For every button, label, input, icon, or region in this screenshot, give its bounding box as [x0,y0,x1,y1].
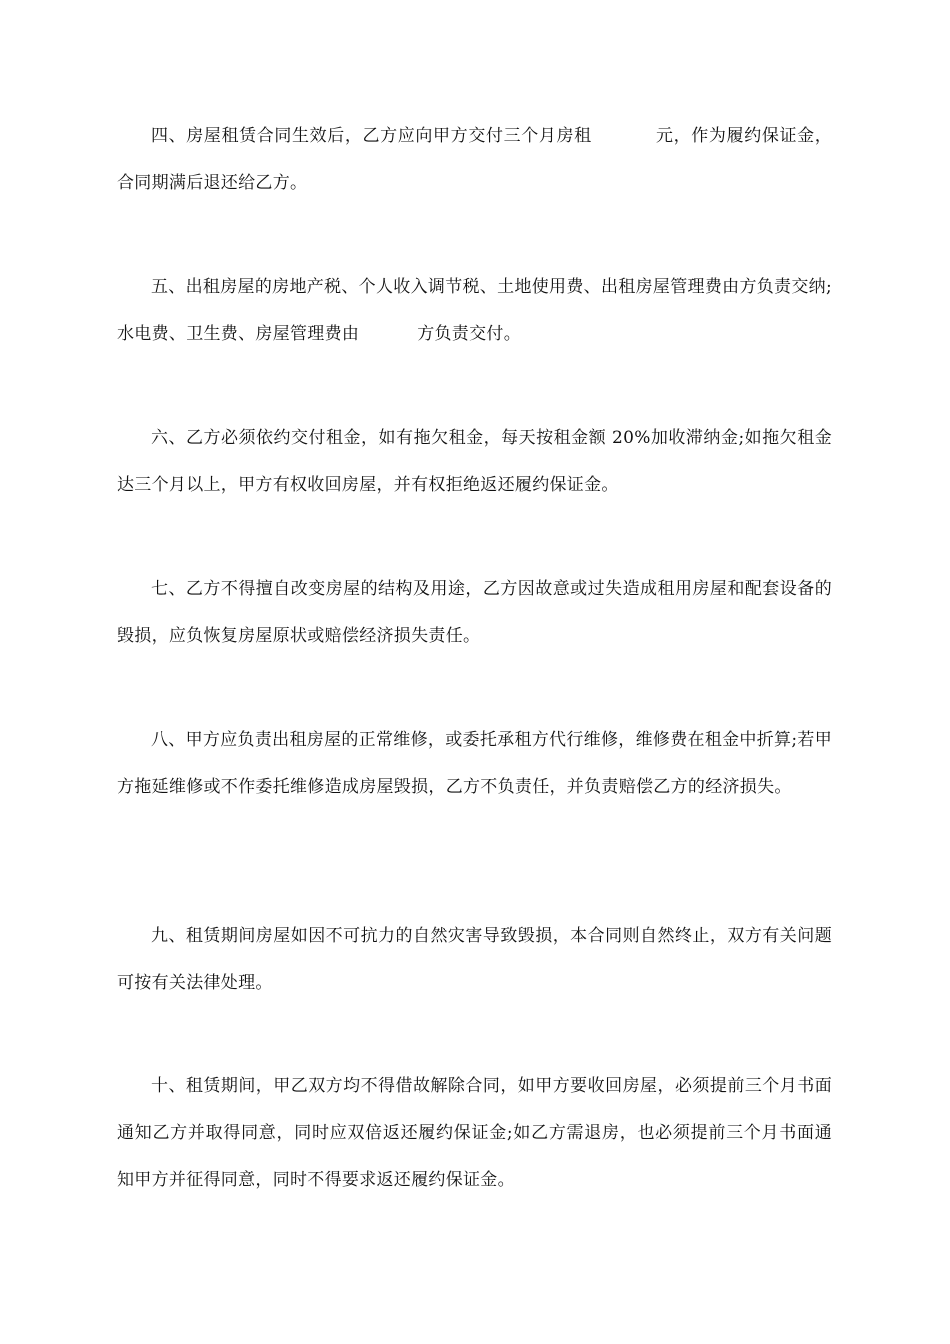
clause-four [117,113,832,207]
clause-four-text-before-blank: 四、房屋租赁合同生效后，乙方应向甲方交付三个月房租 [151,126,592,146]
clause-five-text-after-blank: 方负责交付。 [417,324,522,344]
clause-five-text-before-blank: 五、出租房屋的房地产税、个人收入调节税、土地使用费、出租房屋管理费由 [151,277,740,297]
clause-ten: 十、租赁期间，甲乙双方均不得借故解除合同，如甲方要收回房屋，必须提前三个月书面通知乙方并取得同意，同时应双倍返还履约保证金;如乙方需退房，也必须提前三个月书面通知甲方并征得同意，同时不得要求返还履约保证金。 [117,1076,832,1190]
clause-four-text-after-blank: 元，作为履约保证金，合同期满后退还给乙方。 [117,126,833,193]
clause-nine: 九、租赁期间房屋如因不可抗力的自然灾害导致毁损，本合同则自然终止，双方有关问题可按有关法律处理。 [117,926,832,993]
clause-seven: 七、乙方不得擅自改变房屋的结构及用途，乙方因故意或过失造成租用房屋和配套设备的毁损，应负恢复房屋原状或赔偿经济损失责任。 [117,579,832,646]
clause-eight: 八、甲方应负责出租房屋的正常维修，或委托承租方代行维修，维修费在租金中折算;若甲方拖延维修或不作委托维修造成房屋毁损，乙方不负责任，并负责赔偿乙方的经济损失。 [117,730,832,797]
clause-six: 六、乙方必须依约交付租金，如有拖欠租金，每天按租金额 20%加收滞纳金;如拖欠租金达三个月以上，甲方有权收回房屋，并有权拒绝返还履约保证金。 [117,428,832,495]
clause-five [117,264,832,358]
clause-five-text-middle: 方负责交纳;水电费、卫生费、房屋管理费由 [117,277,832,344]
